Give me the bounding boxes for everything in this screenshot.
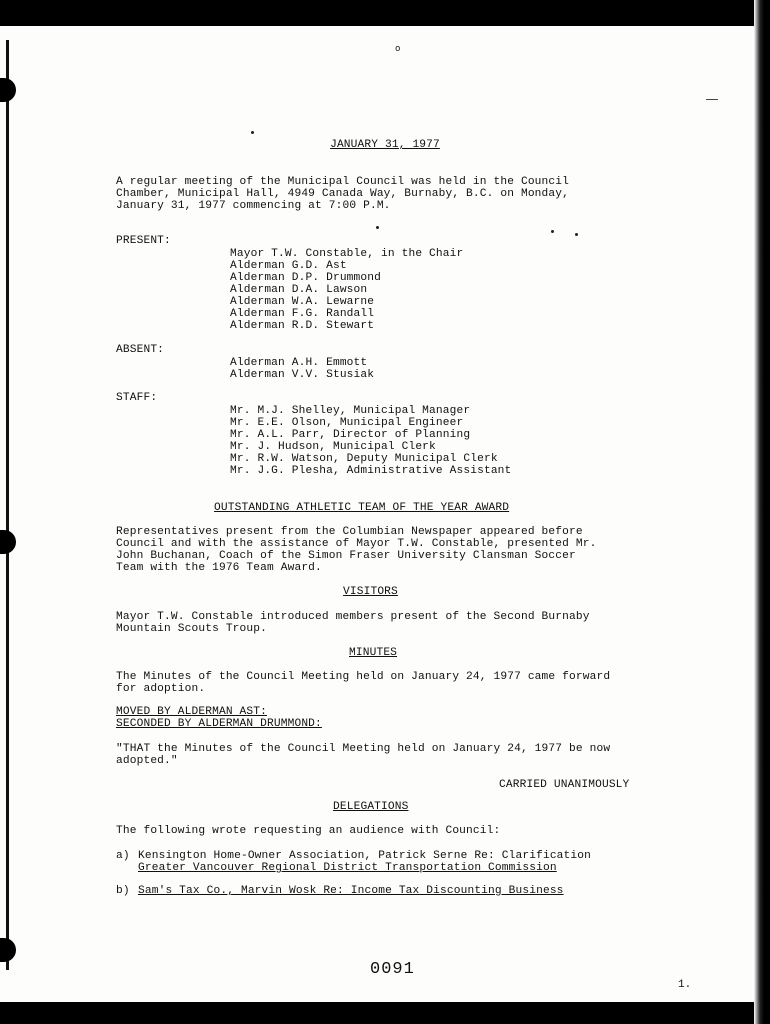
- present-member: Alderman D.P. Drummond: [230, 272, 381, 284]
- seconded-by: SECONDED BY ALDERMAN DRUMMOND:: [116, 718, 322, 730]
- delegation-line: Greater Vancouver Regional District Transportation Commission: [138, 862, 557, 874]
- staff-member: Mr. M.J. Shelley, Municipal Manager: [230, 405, 471, 417]
- staff-label: STAFF:: [116, 392, 158, 404]
- delegation-marker: b): [116, 885, 130, 897]
- speck: [575, 233, 578, 236]
- speck: [251, 131, 254, 134]
- visitors-heading: VISITORS: [343, 586, 398, 598]
- absent-member: Alderman V.V. Stusiak: [230, 369, 375, 381]
- intro-line-1: A regular meeting of the Municipal Council was held in the Council: [116, 176, 569, 188]
- award-heading: OUTSTANDING ATHLETIC TEAM OF THE YEAR AWARD: [214, 502, 510, 514]
- absent-member: Alderman A.H. Emmott: [230, 357, 368, 369]
- top-mark: o: [395, 44, 401, 54]
- present-member: Alderman W.A. Lewarne: [230, 296, 375, 308]
- delegation-line: Sam's Tax Co., Marvin Wosk Re: Income Tax Discounting Business: [138, 885, 564, 897]
- award-line: John Buchanan, Coach of the Simon Fraser University Clansman Soccer: [116, 550, 576, 562]
- present-member: Mayor T.W. Constable, in the Chair: [230, 248, 464, 260]
- staff-member: Mr. R.W. Watson, Deputy Municipal Clerk: [230, 453, 498, 465]
- resolution-line: adopted.": [116, 755, 178, 767]
- minutes-line: The Minutes of the Council Meeting held on January 24, 1977 came forward: [116, 671, 611, 683]
- present-label: PRESENT:: [116, 235, 171, 247]
- present-member: Alderman R.D. Stewart: [230, 320, 375, 332]
- visitors-line: Mayor T.W. Constable introduced members present of the Second Burnaby: [116, 611, 590, 623]
- staff-member: Mr. J. Hudson, Municipal Clerk: [230, 441, 436, 453]
- date-title: JANUARY 31, 1977: [330, 139, 440, 151]
- absent-label: ABSENT:: [116, 344, 165, 356]
- binder-edge: [6, 40, 9, 970]
- moved-by: MOVED BY ALDERMAN AST:: [116, 706, 267, 718]
- speck: [551, 230, 554, 233]
- present-member: Alderman D.A. Lawson: [230, 284, 368, 296]
- resolution-line: "THAT the Minutes of the Council Meeting held on January 24, 1977 be now: [116, 743, 611, 755]
- present-member: Alderman G.D. Ast: [230, 260, 347, 272]
- award-line: Representatives present from the Columbian Newspaper appeared before: [116, 526, 583, 538]
- delegations-heading: DELEGATIONS: [333, 801, 409, 813]
- minutes-heading: MINUTES: [349, 647, 398, 659]
- visitors-line: Mountain Scouts Troup.: [116, 623, 267, 635]
- staff-member: Mr. E.E. Olson, Municipal Engineer: [230, 417, 464, 429]
- sheet-number: 1.: [678, 979, 692, 991]
- intro-line-2: Chamber, Municipal Hall, 4949 Canada Way, Burnaby, B.C. on Monday,: [116, 188, 569, 200]
- delegations-intro: The following wrote requesting an audience with Council:: [116, 825, 501, 837]
- intro-line-3: January 31, 1977 commencing at 7:00 P.M.: [116, 200, 391, 212]
- award-line: Council and with the assistance of Mayor T.W. Constable, presented Mr.: [116, 538, 597, 550]
- delegation-marker: a): [116, 850, 130, 862]
- page-number: 0091: [370, 960, 415, 979]
- delegation-line: Kensington Home-Owner Association, Patrick Serne Re: Clarification: [138, 850, 591, 862]
- speck: [376, 226, 379, 229]
- minutes-line: for adoption.: [116, 683, 206, 695]
- margin-dash: [706, 99, 718, 100]
- carried-status: CARRIED UNANIMOUSLY: [499, 779, 630, 791]
- staff-member: Mr. J.G. Plesha, Administrative Assistant: [230, 465, 512, 477]
- present-member: Alderman F.G. Randall: [230, 308, 375, 320]
- award-line: Team with the 1976 Team Award.: [116, 562, 322, 574]
- staff-member: Mr. A.L. Parr, Director of Planning: [230, 429, 471, 441]
- page-edge: [754, 0, 770, 1024]
